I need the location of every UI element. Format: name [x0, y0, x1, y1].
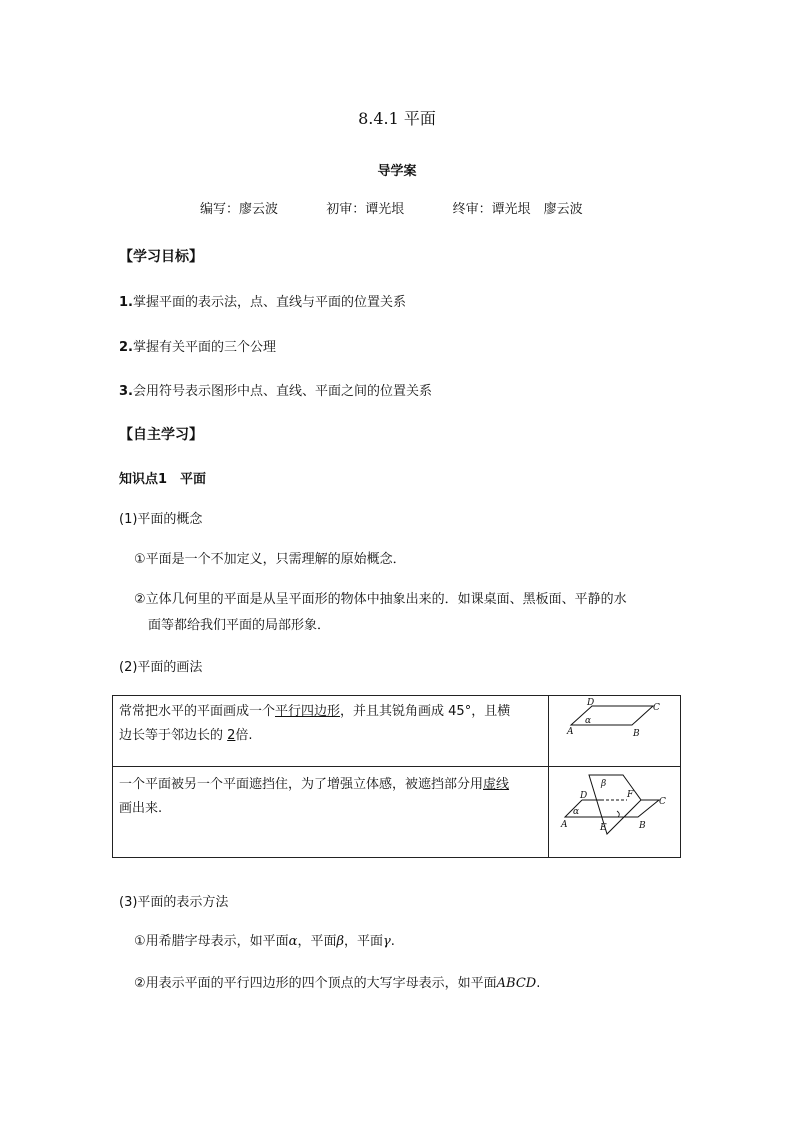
table-cell-figure: [549, 696, 681, 767]
vertex-label-f: F: [627, 790, 634, 800]
notation-heading: (3)平面的表示方法: [119, 895, 229, 910]
table-cell-text: 一个平面被另一个平面遮挡住，为了增强立体感，被遮挡部分用虚线 画出来.: [113, 767, 549, 858]
concept-item: ①平面是一个不加定义，只需理解的原始概念．: [134, 552, 406, 567]
concept-item-continuation: 面等都给我们平面的局部形象．: [148, 618, 331, 633]
objective-item: 2.掌握有关平面的三个公理: [119, 340, 276, 355]
knowledge-point-title: 知识点1 平面: [119, 472, 207, 487]
vertex-label-c: C: [659, 797, 666, 807]
authors-line: [200, 198, 583, 217]
concept-heading: (1)平面的概念: [119, 512, 203, 527]
table-cell-text: 常常把水平的平面画成一个平行四边形，并且其锐角画成 45°，且横 边长等于邻边长的 2倍.: [113, 696, 549, 767]
intersecting-planes-figure: [549, 767, 680, 853]
parallelogram-figure: [549, 696, 680, 762]
vertex-label-a: A: [567, 727, 574, 737]
table-row: [113, 767, 681, 858]
table-row: [113, 696, 681, 767]
page-title: 8.4.1 平面: [358, 109, 436, 128]
vertex-label-a: A: [561, 820, 568, 830]
vertex-label-d: D: [580, 791, 588, 801]
editor-credit: 编写：廖云波: [200, 202, 279, 217]
vertex-label-d: D: [587, 698, 595, 708]
drawing-heading: (2)平面的画法: [119, 660, 203, 675]
page-subtitle: 导学案: [377, 164, 417, 179]
concept-item: ②立体几何里的平面是从呈平面形的物体中抽象出来的．如课桌面、黑板面、平静的水: [134, 592, 627, 607]
objective-item: 1.掌握平面的表示法，点、直线与平面的位置关系: [119, 295, 406, 310]
notation-item: ②用表示平面的平行四边形的四个顶点的大写字母表示，如平面ABCD.: [134, 976, 541, 991]
plane-label-alpha: α: [573, 807, 580, 817]
first-review-credit: 初审：谭光垠: [326, 202, 405, 217]
plane-label-alpha: α: [585, 716, 592, 726]
vertex-label-e: E: [600, 823, 607, 833]
final-review-credit: 终审：谭光垠 廖云波: [452, 202, 583, 217]
objectives-heading: 【学习目标】: [119, 249, 203, 265]
notation-item: ①用希腊字母表示，如平面α，平面β，平面γ.: [134, 934, 395, 949]
objective-item: 3.会用符号表示图形中点、直线、平面之间的位置关系: [119, 384, 432, 399]
drawing-table: [112, 695, 681, 858]
plane-label-beta: β: [601, 779, 607, 789]
vertex-label-b: B: [633, 729, 640, 739]
table-cell-figure: [549, 767, 681, 858]
vertex-label-b: B: [639, 821, 646, 831]
vertex-label-c: C: [653, 703, 660, 713]
self-study-heading: 【自主学习】: [119, 427, 203, 443]
